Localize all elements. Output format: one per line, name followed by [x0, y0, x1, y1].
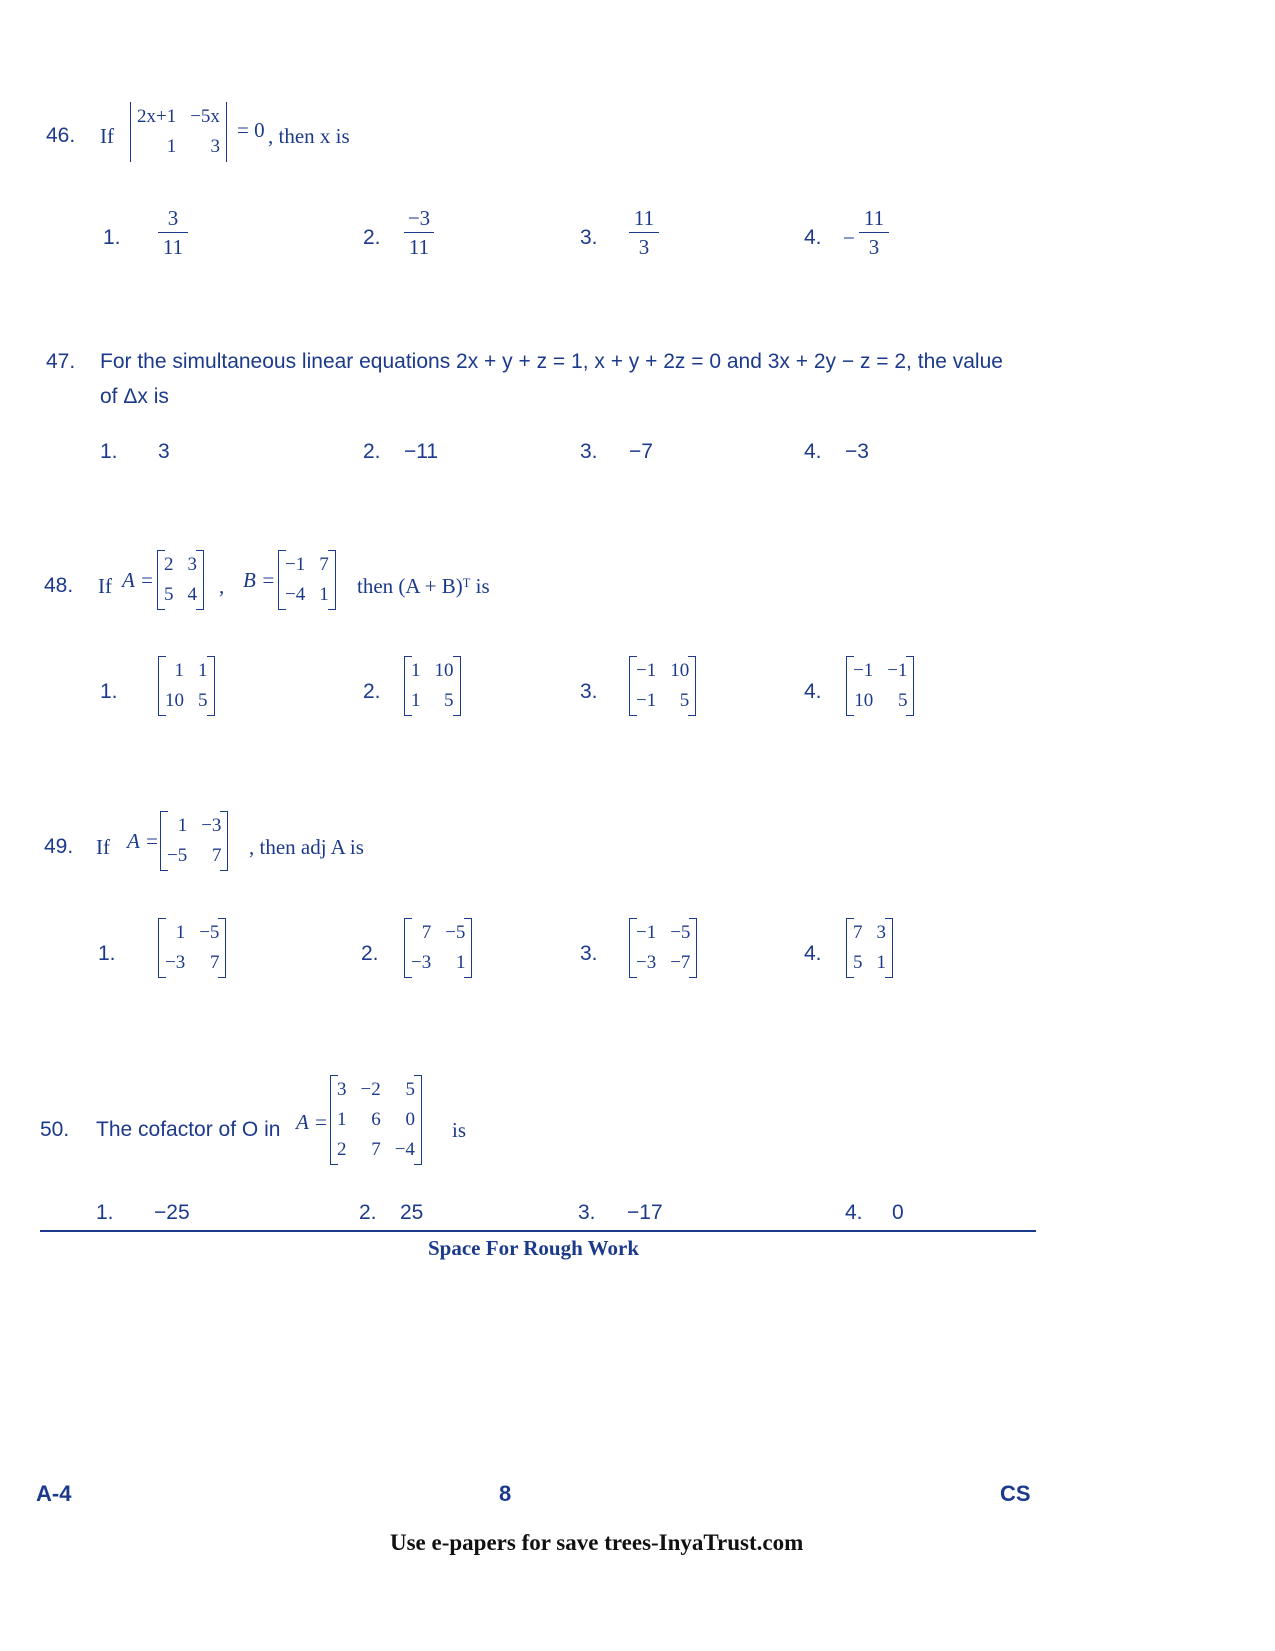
option-value: 25	[400, 1201, 424, 1224]
option-value: −3	[845, 440, 869, 463]
matrix-cell: 7	[371, 1139, 381, 1160]
question-text: If	[100, 124, 114, 148]
matrix-cell: 3	[210, 136, 220, 157]
option-number: 4.	[804, 440, 822, 463]
option-number: 2.	[363, 226, 381, 249]
option-number: 1.	[100, 680, 118, 703]
comma: ,	[219, 574, 225, 598]
option-number: 4.	[804, 680, 822, 703]
question-text: is	[452, 1118, 467, 1142]
option-number: 3.	[578, 1201, 596, 1224]
matrix-cell: 2	[337, 1139, 347, 1160]
option-number: 4.	[804, 226, 822, 249]
matrix-cell: 2	[164, 554, 174, 575]
matrix-cell: −3	[636, 952, 657, 973]
matrix-cell: 1	[166, 136, 177, 157]
divider-line	[40, 1230, 1036, 1232]
matrix-cell: 1	[337, 1109, 347, 1130]
matrix-cell: 1	[455, 952, 466, 973]
matrix-a	[160, 811, 228, 871]
matrix-cell: 5	[444, 690, 454, 711]
matrix-cell: 7	[319, 554, 329, 575]
option-matrix	[158, 656, 215, 716]
matrix-cell: 1	[177, 815, 188, 836]
matrix-cell: −2	[360, 1079, 381, 1100]
question-text: of Δx is	[100, 385, 169, 408]
matrix-cell: −3	[201, 815, 222, 836]
matrix-cell: −1	[285, 554, 306, 575]
watermark-credit: Use e-papers for save trees-InyaTrust.com	[390, 1530, 804, 1555]
option-number: 3.	[580, 226, 598, 249]
matrix-cell: 1	[198, 660, 208, 681]
question-text: If	[98, 574, 112, 598]
matrix-cell: −1	[853, 660, 874, 681]
matrix-cell: 10	[854, 690, 874, 711]
option-number: 1.	[98, 942, 116, 965]
matrix-cell: −5	[167, 845, 188, 866]
matrix-a	[157, 550, 204, 610]
question-text: The cofactor of O in	[96, 1118, 281, 1141]
matrix-cell: −4	[394, 1139, 415, 1160]
matrix-cell: 2x+1	[137, 106, 177, 127]
option-fraction: 11 3	[629, 206, 659, 259]
option-number: 3.	[580, 942, 598, 965]
matrix-cell: 10	[165, 690, 184, 711]
matrix-cell: −3	[411, 952, 432, 973]
option-number: 1.	[96, 1201, 114, 1224]
option-matrix	[629, 656, 696, 716]
matrix-cell: −1	[887, 660, 908, 681]
option-fraction: 3 11	[158, 206, 188, 259]
question-number: 48.	[44, 574, 74, 597]
question-number: 46.	[46, 124, 76, 147]
option-number: 3.	[580, 680, 598, 703]
matrix-cell: 3	[337, 1079, 347, 1100]
matrix-cell: −5x	[190, 106, 220, 127]
option-matrix	[846, 918, 893, 978]
matrix-cell: 1	[876, 952, 886, 973]
matrix-cell: 1	[174, 660, 184, 681]
matrix-cell: 6	[371, 1109, 381, 1130]
matrix-cell: −4	[285, 584, 306, 605]
question-number: 49.	[44, 835, 74, 858]
option-value: −25	[154, 1201, 190, 1224]
question-number: 50.	[40, 1118, 70, 1141]
question-text: , then x is	[268, 124, 350, 148]
determinant	[130, 102, 227, 162]
option-value: 3	[158, 440, 170, 463]
option-matrix	[404, 918, 472, 978]
option-number: 2.	[361, 942, 379, 965]
option-matrix	[629, 918, 697, 978]
matrix-cell: 5	[897, 690, 908, 711]
matrix-label: A =	[127, 829, 159, 853]
matrix-cell: −5	[670, 922, 691, 943]
matrix-cell: 5	[198, 690, 208, 711]
matrix-cell: −1	[636, 660, 657, 681]
matrix-cell: 7	[421, 922, 432, 943]
matrix-cell: −3	[165, 952, 186, 973]
matrix-cell: 7	[209, 952, 220, 973]
matrix-cell: 10	[434, 660, 454, 681]
option-number: 2.	[363, 680, 381, 703]
option-number: 4.	[845, 1201, 863, 1224]
option-fraction: −3 11	[404, 206, 434, 259]
matrix-label: A =	[122, 568, 154, 592]
matrix-b	[278, 550, 336, 610]
question-text: For the simultaneous linear equations 2x + y + z = 1, x + y + 2z = 0 and 3x + 2y − z = 2, the value	[100, 350, 1003, 373]
option-fraction: 11 3	[859, 206, 889, 259]
question-text: , then adj A is	[249, 835, 364, 859]
question-text: If	[96, 835, 110, 859]
matrix-cell: 3	[876, 922, 886, 943]
matrix-cell: 5	[164, 584, 174, 605]
matrix-cell: 3	[187, 554, 197, 575]
matrix-cell: 1	[411, 690, 421, 711]
rough-work-heading: Space For Rough Work	[428, 1236, 640, 1260]
matrix-a	[330, 1075, 422, 1165]
matrix-cell: −5	[445, 922, 466, 943]
option-number: 1.	[100, 440, 118, 463]
matrix-cell: 5	[853, 952, 863, 973]
option-value: −11	[404, 440, 439, 463]
footer-code-right: CS	[1000, 1481, 1031, 1506]
option-number: 2.	[359, 1201, 377, 1224]
question-text: then (A + B)ᵀ is	[357, 574, 490, 598]
matrix-cell: 0	[405, 1109, 415, 1130]
matrix-label: B =	[243, 568, 276, 592]
matrix-cell: 4	[187, 584, 197, 605]
matrix-cell: 1	[319, 584, 329, 605]
matrix-cell: 7	[853, 922, 863, 943]
option-number: 2.	[363, 440, 381, 463]
option-value: −7	[629, 440, 653, 463]
question-number: 47.	[46, 350, 76, 373]
option-value: 0	[892, 1201, 904, 1224]
option-matrix	[404, 656, 461, 716]
matrix-cell: 1	[411, 660, 421, 681]
footer-code-left: A-4	[36, 1481, 72, 1506]
option-sign: −	[843, 226, 855, 250]
option-number: 1.	[103, 226, 121, 249]
matrix-cell: 5	[679, 690, 690, 711]
matrix-cell: −5	[199, 922, 220, 943]
matrix-cell: 1	[175, 922, 186, 943]
option-value: −17	[627, 1201, 663, 1224]
matrix-cell: −7	[670, 952, 691, 973]
matrix-label: A =	[296, 1110, 328, 1134]
option-number: 3.	[580, 440, 598, 463]
matrix-cell: 10	[670, 660, 690, 681]
matrix-cell: 7	[211, 845, 222, 866]
equals-zero: = 0	[237, 118, 265, 142]
option-number: 4.	[804, 942, 822, 965]
option-matrix	[158, 918, 226, 978]
option-matrix	[846, 656, 914, 716]
matrix-cell: 5	[405, 1079, 415, 1100]
page-number: 8	[499, 1481, 512, 1506]
matrix-cell: −1	[636, 922, 657, 943]
matrix-cell: −1	[636, 690, 657, 711]
